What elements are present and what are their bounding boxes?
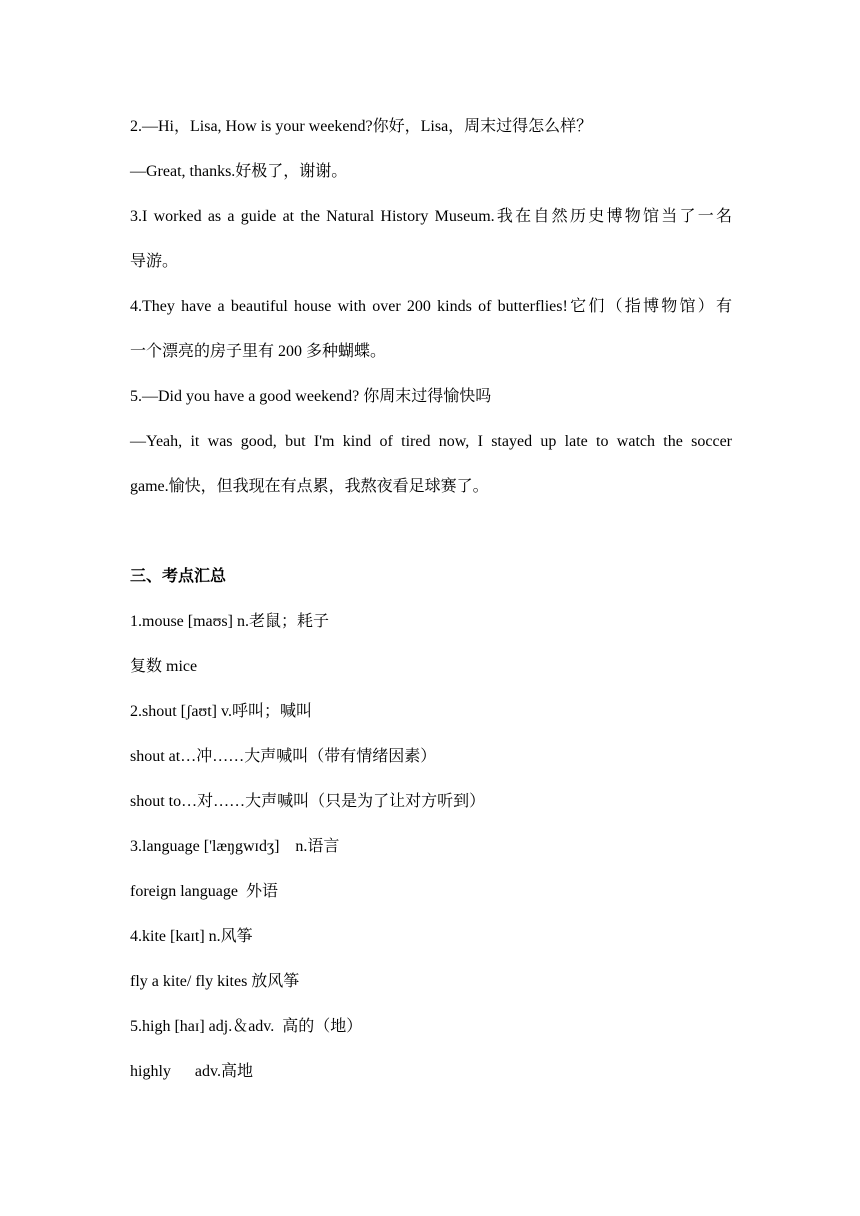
- vocab-item: foreign language 外语: [130, 883, 278, 900]
- sentence-5-answer-line-1: —Yeah, it was good, but I'm kind of tired now, I stayed up late to watch the soccer: [130, 433, 732, 450]
- sentence-4-line-2: 一个漂亮的房子里有 200 多种蝴蝶。: [130, 343, 387, 360]
- vocab-item: highly adv.高地: [130, 1063, 253, 1080]
- vocab-item: shout to…对……大声喊叫（只是为了让对方听到）: [130, 793, 486, 810]
- sentence-3-line-2: 导游。: [130, 253, 179, 270]
- sentence-2-question: 2.—Hi，Lisa, How is your weekend?你好，Lisa，周末过得怎么样？: [130, 118, 593, 135]
- sentence-4-line-1: 4.They have a beautiful house with over 200 kinds of butterflies!它们（指博物馆）有: [130, 298, 732, 315]
- sentence-2-answer: —Great, thanks.好极了，谢谢。: [130, 163, 348, 180]
- vocab-item: fly a kite/ fly kites 放风筝: [130, 973, 300, 990]
- vocab-item: shout at…冲……大声喊叫（带有情绪因素）: [130, 748, 437, 765]
- vocab-item: 5.high [haɪ] adj.＆adv. 高的（地）: [130, 1018, 363, 1035]
- sentence-5-question: 5.—Did you have a good weekend? 你周末过得愉快吗: [130, 388, 492, 405]
- vocab-item: 复数 mice: [130, 658, 198, 675]
- sentence-5-answer-line-2: game.愉快，但我现在有点累，我熬夜看足球赛了。: [130, 478, 489, 495]
- vocab-item: 4.kite [kaɪt] n.风筝: [130, 928, 253, 945]
- vocab-item: 1.mouse [maʊs] n.老鼠；耗子: [130, 613, 329, 630]
- sentence-3-line-1: 3.I worked as a guide at the Natural History Museum.我在自然历史博物馆当了一名: [130, 208, 732, 225]
- vocab-item: 2.shout [ʃaʊt] v.呼叫；喊叫: [130, 703, 312, 720]
- vocab-item: 3.language ['læŋgwɪdʒ] n.语言: [130, 838, 340, 855]
- section-3-heading: 三、考点汇总: [130, 568, 227, 585]
